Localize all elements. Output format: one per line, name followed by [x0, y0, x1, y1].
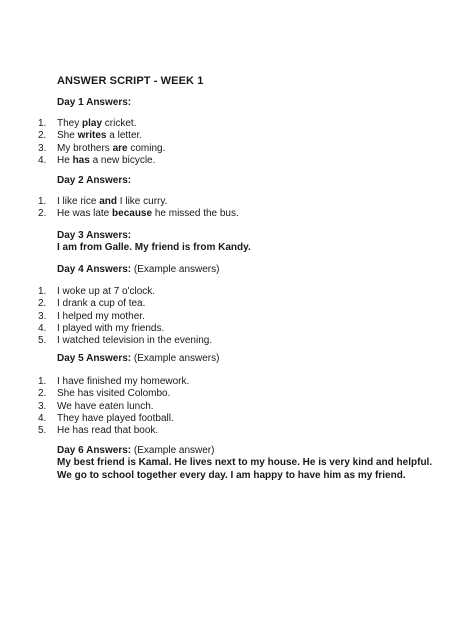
item-text: He has read that book.: [57, 425, 159, 437]
item-text: He was late because he missed the bus.: [57, 208, 239, 220]
day2-heading: Day 2 Answers:: [57, 175, 132, 186]
day1-heading: Day 1 Answers:: [57, 97, 132, 108]
item-text: My brothers are coming.: [57, 142, 166, 154]
item-number: 1.: [38, 376, 47, 387]
item-number: 5.: [38, 425, 47, 437]
item-text: They have played football.: [57, 412, 174, 424]
item-text: She has visited Colombo.: [57, 388, 171, 400]
day6-answer-line-2: We go to school together every day. I am happy to have him as my friend.: [57, 470, 406, 481]
item-text: We have eaten lunch.: [57, 400, 154, 412]
item-number: 2.: [38, 388, 47, 400]
item-number: 3.: [38, 142, 47, 154]
item-number: 5.: [38, 335, 47, 347]
day5-note: (Example answers): [133, 353, 220, 364]
item-text: I woke up at 7 o'clock.: [57, 286, 156, 297]
item-text: I drank a cup of tea.: [57, 298, 146, 310]
item-number: 4.: [38, 412, 47, 424]
item-number: 2.: [38, 208, 47, 220]
item-number: 3.: [38, 310, 47, 322]
item-number: 1.: [38, 286, 47, 297]
item-number: 4.: [38, 154, 47, 166]
item-number: 3.: [38, 400, 47, 412]
page-title: ANSWER SCRIPT - WEEK 1: [57, 75, 204, 87]
item-text: I like rice and I like curry.: [57, 196, 168, 207]
item-text: They play cricket.: [57, 118, 137, 129]
item-text: I watched television in the evening.: [57, 335, 213, 347]
item-text: I played with my friends.: [57, 322, 165, 334]
day5-heading: Day 5 Answers: (Example answers): [57, 353, 220, 364]
item-text: She writes a letter.: [57, 130, 143, 142]
day3-answer: I am from Galle. My friend is from Kandy.: [57, 242, 251, 253]
item-text: I have finished my homework.: [57, 376, 190, 387]
item-text: He has a new bicycle.: [57, 154, 156, 166]
day6-heading: Day 6 Answers: (Example answer): [57, 445, 215, 456]
day6-note: (Example answer): [133, 445, 215, 456]
item-text: I helped my mother.: [57, 310, 145, 322]
day3-heading: Day 3 Answers:: [57, 230, 132, 241]
day4-heading: Day 4 Answers: (Example answers): [57, 264, 220, 275]
item-number: 2.: [38, 130, 47, 142]
item-number: 4.: [38, 322, 47, 334]
item-number: 2.: [38, 298, 47, 310]
day4-note: (Example answers): [133, 264, 220, 275]
item-number: 1.: [38, 196, 47, 207]
item-number: 1.: [38, 118, 47, 129]
day6-answer-line-1: My best friend is Kamal. He lives next to my house. He is very kind and helpful.: [57, 457, 433, 468]
